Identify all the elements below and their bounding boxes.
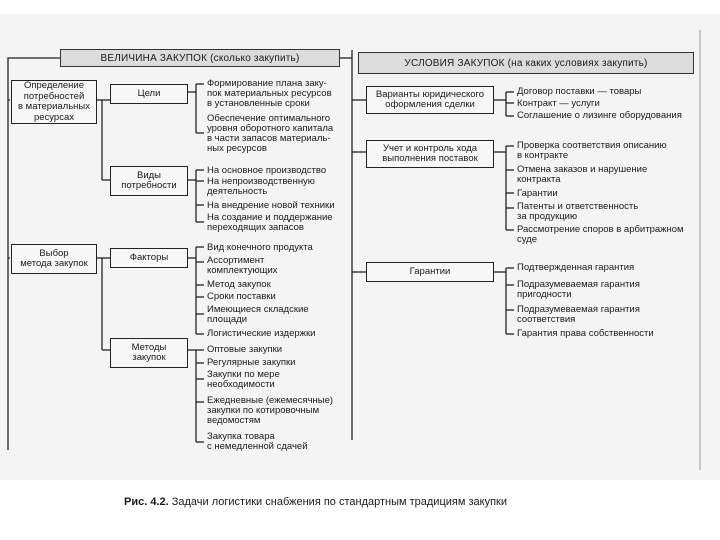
- item-line: контракта: [517, 174, 561, 185]
- control-item: [517, 165, 647, 185]
- item-line: уровня оборотного капитала: [207, 123, 334, 134]
- item-line: Метод закупок: [207, 279, 271, 290]
- item-line: в части запасов материаль-: [207, 133, 331, 144]
- box-line: Варианты юридического: [375, 88, 485, 100]
- item-line: Гарантия права собственности: [517, 328, 654, 339]
- control-item: [517, 141, 667, 161]
- method-item: [207, 370, 280, 390]
- box-line: ресурсах: [33, 111, 74, 123]
- factor-item: [207, 243, 313, 253]
- control-item: [517, 225, 684, 245]
- header-quantity-text: ВЕЛИЧИНА ЗАКУПОК (сколько закупить): [100, 52, 300, 64]
- box-line: в материальных: [17, 101, 90, 112]
- goal-item: [207, 114, 333, 154]
- box-line: Методы: [131, 341, 167, 353]
- item-line: переходящих запасов: [207, 222, 304, 233]
- box-line: Учет и контроль хода: [382, 142, 478, 154]
- box-methods: [110, 338, 188, 368]
- legal-item: [517, 99, 600, 109]
- item-line: за продукцию: [517, 211, 578, 222]
- item-line: Контракт — услуги: [517, 98, 600, 109]
- need-item: [207, 201, 335, 211]
- legal-item: [517, 87, 641, 97]
- item-line: закупки по котировочным: [207, 405, 320, 416]
- legal-item: [517, 111, 682, 121]
- goal-item: [207, 79, 332, 109]
- control-item: [517, 189, 558, 199]
- caption-label: Рис. 4.2.: [124, 496, 169, 508]
- item-line: Подразумеваемая гарантия: [517, 304, 640, 315]
- item-line: Вид конечного продукта: [207, 242, 313, 253]
- box-goals-text: Цели: [137, 87, 161, 99]
- box-line: Виды: [136, 169, 161, 181]
- item-line: суде: [517, 234, 538, 245]
- item-line: Рассмотрение споров в арбитражном: [517, 224, 684, 235]
- item-line: Соглашение о лизинге оборудования: [517, 110, 682, 121]
- item-line: Ассортимент: [207, 255, 265, 266]
- box-factors-text: Факторы: [129, 251, 169, 263]
- item-line: Имеющиеся складские: [207, 304, 309, 315]
- factor-item: [207, 329, 315, 339]
- box-line: выполнения поставок: [382, 153, 478, 164]
- item-line: деятельность: [207, 186, 268, 197]
- box-legal-forms: [366, 86, 494, 114]
- box-goals: [110, 84, 188, 104]
- item-line: Отмена заказов и нарушение: [517, 164, 648, 175]
- box-factors: [110, 248, 188, 268]
- item-line: Подразумеваемая гарантия: [517, 279, 640, 290]
- item-line: комплектующих: [207, 265, 278, 276]
- item-line: Договор поставки — товары: [517, 86, 642, 97]
- guarantee-item: [517, 329, 654, 339]
- figure-caption: [124, 496, 507, 508]
- item-line: Проверка соответствия описанию: [517, 140, 667, 151]
- factor-item: [207, 305, 309, 325]
- item-line: На непроизводственную: [207, 176, 315, 187]
- method-item: [207, 432, 308, 452]
- item-line: пригодности: [517, 289, 572, 300]
- box-line: Выбор: [39, 247, 69, 259]
- box-line: метода закупок: [20, 258, 88, 269]
- item-line: На основное производство: [207, 165, 327, 176]
- item-line: Закупки по мере: [207, 369, 280, 380]
- box-line: потребностей: [23, 90, 85, 102]
- scanned-page: [0, 14, 720, 480]
- item-line: площади: [207, 314, 248, 325]
- item-line: Ежедневные (ежемесячные): [207, 395, 334, 406]
- guarantee-item: [517, 280, 640, 300]
- method-item: [207, 345, 282, 355]
- box-line: потребности: [121, 180, 177, 191]
- box-need-types: [110, 166, 188, 196]
- need-item: [207, 166, 326, 176]
- guarantee-item: [517, 263, 634, 273]
- item-line: ведомостям: [207, 415, 261, 426]
- box-guarantees: [366, 262, 494, 282]
- header-conditions-text: УСЛОВИЯ ЗАКУПОК (на каких условиях закупить): [404, 57, 648, 69]
- item-line: Обеспечение оптимального: [207, 113, 331, 124]
- factor-item: [207, 280, 271, 290]
- method-item: [207, 358, 295, 368]
- box-line: оформления сделки: [385, 99, 475, 110]
- box-line: закупок: [132, 352, 166, 363]
- item-line: Патенты и ответственность: [517, 201, 639, 212]
- box-choose-method: [11, 244, 97, 274]
- item-line: Закупка товара: [207, 431, 275, 442]
- factor-item: [207, 292, 276, 302]
- item-line: На создание и поддержание: [207, 212, 333, 223]
- item-line: Логистические издержки: [207, 328, 316, 339]
- header-quantity: [60, 49, 340, 67]
- need-item: [207, 177, 315, 197]
- item-line: пок материальных ресурсов: [207, 88, 332, 99]
- method-item: [207, 396, 333, 426]
- need-item: [207, 213, 333, 233]
- box-control: [366, 140, 494, 168]
- item-line: Подтвержденная гарантия: [517, 262, 635, 273]
- item-line: Сроки поставки: [207, 291, 276, 302]
- item-line: необходимости: [207, 379, 275, 390]
- item-line: в контракте: [517, 150, 569, 161]
- item-line: Гарантии: [517, 188, 558, 199]
- control-item: [517, 202, 638, 222]
- box-determine-needs: [11, 80, 97, 124]
- item-line: Регулярные закупки: [207, 357, 296, 368]
- item-line: в установленные сроки: [207, 98, 310, 109]
- item-line: Формирование плана заку-: [207, 78, 327, 89]
- box-guarantees-text: Гарантии: [409, 265, 451, 277]
- header-conditions: [358, 52, 694, 74]
- factor-item: [207, 256, 278, 276]
- caption-text: Задачи логистики снабжения по стандартным традициям закупки: [171, 496, 507, 508]
- item-line: ных ресурсов: [207, 143, 267, 154]
- item-line: На внедрение новой техники: [207, 200, 335, 211]
- item-line: соответствия: [517, 314, 576, 325]
- item-line: Оптовые закупки: [207, 344, 283, 355]
- box-line: Определение: [23, 80, 85, 91]
- guarantee-item: [517, 305, 640, 325]
- item-line: с немедленной сдачей: [207, 441, 308, 452]
